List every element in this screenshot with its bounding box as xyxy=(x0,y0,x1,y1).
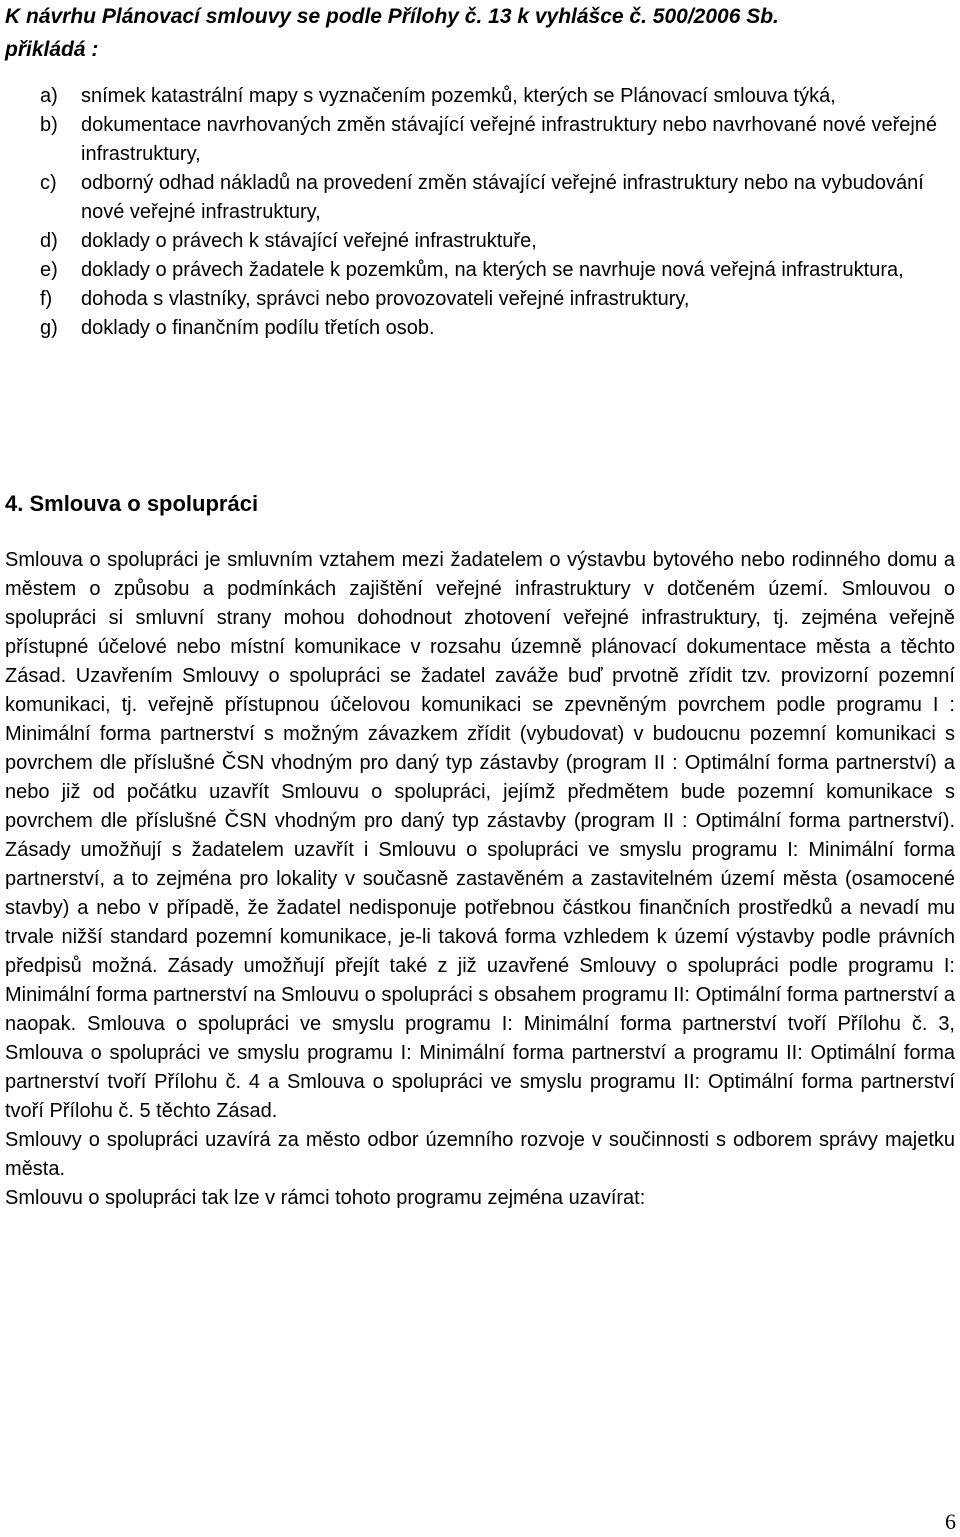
list-item xyxy=(40,111,958,169)
intro-line-1: K návrhu Plánovací smlouvy se podle Přílohy č. 13 k vyhlášce č. 500/2006 Sb. xyxy=(5,5,779,28)
list-item-text: dohoda s vlastníky, správci nebo provozovateli veřejné infrastruktury, xyxy=(81,288,690,310)
list-item xyxy=(40,82,958,111)
attachment-list xyxy=(40,82,958,343)
section-body xyxy=(5,546,955,1213)
paragraph: Smlouvu o spolupráci tak lze v rámci tohoto programu zejména uzavírat: xyxy=(5,1187,646,1209)
list-item-text: snímek katastrální mapy s vyznačením pozemků, kterých se Plánovací smlouva týká, xyxy=(81,85,836,107)
list-marker: a) xyxy=(40,85,58,107)
list-item xyxy=(40,285,958,314)
list-item xyxy=(40,169,958,227)
list-marker: b) xyxy=(40,114,58,136)
list-item-text: doklady o právech žadatele k pozemkům, na kterých se navrhuje nová veřejná infrastruktura, xyxy=(81,259,904,281)
list-marker: e) xyxy=(40,259,58,281)
page-number: 6 xyxy=(945,1509,956,1534)
list-item xyxy=(40,227,958,256)
paragraph: Smlouva o spolupráci je smluvním vztahem mezi žadatelem o výstavbu bytového nebo rodinného domu a městem o způsobu a podmínkách zajištění veřejné infrastruktury v dotčeném území. Smlouvou o spolupráci si smluvní strany mohou dohodnout zhotovení veřejné infrastruktury, tj. zejména veřejně přístupné účelové nebo místní komunikace v rozsahu územně plánovací dokumentace města a těchto Zásad. Uzavřením Smlouvy o spolupráci se žadatel zaváže buď prvotně zřídit tzv. provizorní pozemní komunikaci, tj. veřejně přístupnou účelovou komunikaci se zpevněným povrchem podle programu I : Minimální forma partnerství s možným závazkem zřídit (vybudovat) v budoucnu pozemní komunikaci s povrchem dle příslušné ČSN vhodným pro daný typ zástavby (program II : Optimální forma partnerství) a nebo již od počátku uzavřít Smlouvu o spolupráci, jejímž předmětem bude pozemní komunikace s povrchem dle příslušné ČSN vhodným pro daný typ zástavby (program II : Optimální forma partnerství). Zásady umožňují s žadatelem uzavřít i Smlouvu o spolupráci ve smyslu programu I: Minimální forma partnerství, a to zejména pro lokality v současně zastavěném a zastavitelném území města (osamocené stavby) a nebo v případě, že žadatel nedisponuje potřebnou částkou finančních prostředků a nevadí mu trvale nižší standard pozemní komunikace, je-li taková forma vzhledem k území výstavby podle právních předpisů možná. Zásady umožňují přejít také z již uzavřené Smlouvy o spolupráci podle programu I: Minimální forma partnerství na Smlouvu o spolupráci s obsahem programu II: Optimální forma partnerství a naopak. Smlouva o spolupráci ve smyslu programu I: Minimální forma partnerství tvoří Přílohu č. 3, Smlouva o spolupráci ve smyslu programu I: Minimální forma partnerství a programu II: Optimální forma partnerství tvoří Přílohu č. 4 a Smlouva o spolupráci ve smyslu programu II: Optimální forma partnerství tvoří Přílohu č. 5 těchto Zásad. xyxy=(5,549,955,1122)
intro-line-2: přikládá : xyxy=(5,38,99,61)
list-marker: g) xyxy=(40,317,58,339)
list-item-text: doklady o finančním podílu třetích osob. xyxy=(81,317,435,339)
intro-text xyxy=(5,0,955,66)
paragraph: Smlouvy o spolupráci uzavírá za město odbor územního rozvoje v součinnosti s odborem správy majetku města. xyxy=(5,1129,955,1180)
list-item xyxy=(40,256,958,285)
list-marker: d) xyxy=(40,230,58,252)
list-item-text: odborný odhad nákladů na provedení změn stávající veřejné infrastruktury nebo na vybudování nové veřejné infrastruktury, xyxy=(81,172,924,223)
list-marker: f) xyxy=(40,288,53,310)
list-marker: c) xyxy=(40,172,57,194)
list-item-text: doklady o právech k stávající veřejné infrastruktuře, xyxy=(81,230,537,252)
section-heading: 4. Smlouva o spolupráci xyxy=(5,491,259,516)
list-item-text: dokumentace navrhovaných změn stávající veřejné infrastruktury nebo navrhované nové veřejné infrastruktury, xyxy=(81,114,938,165)
list-item xyxy=(40,314,958,343)
